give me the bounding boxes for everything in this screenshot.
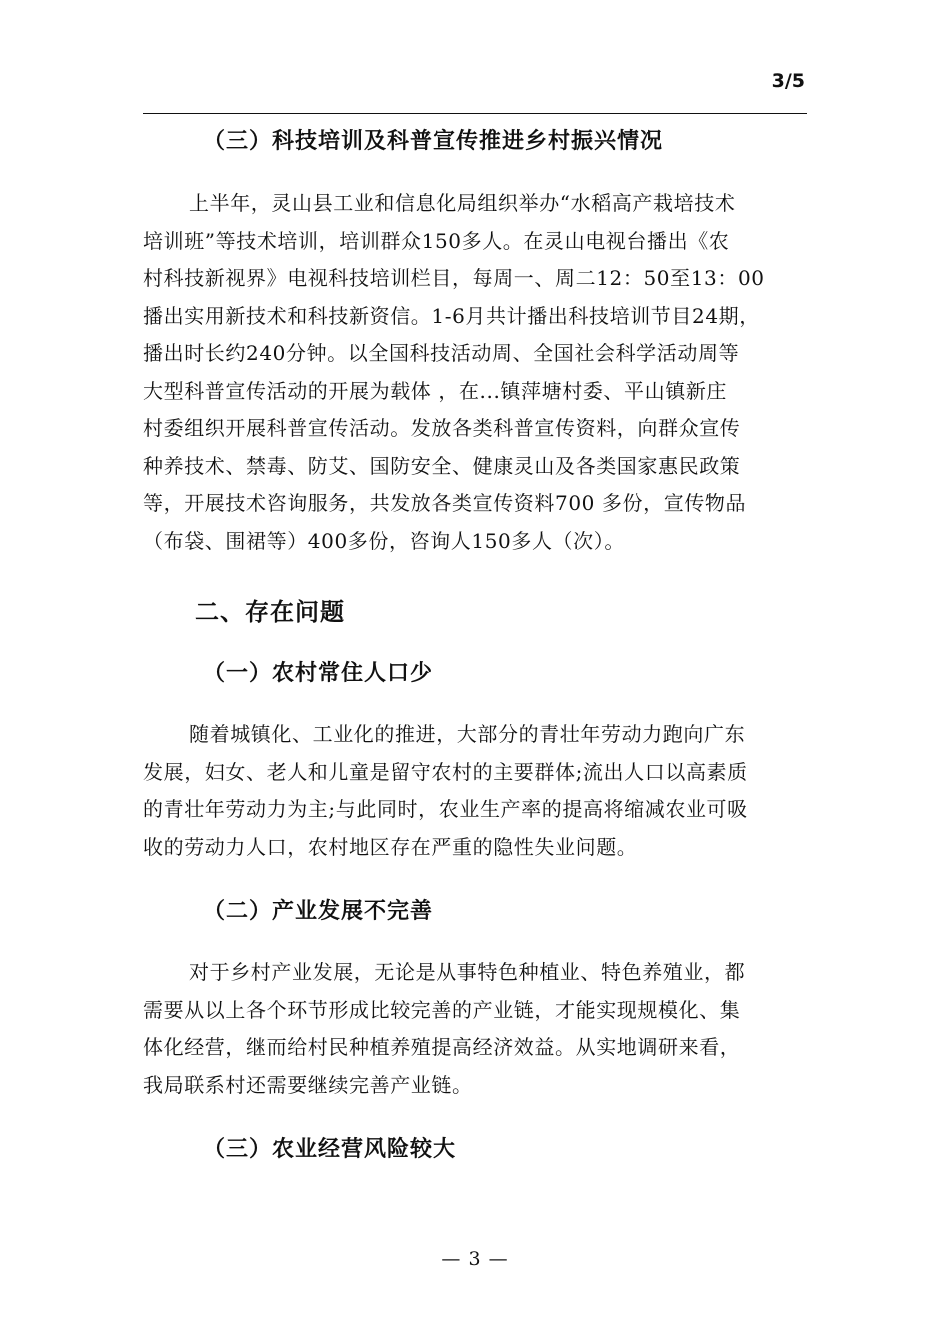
paragraph-line: 需要从以上各个环节形成比较完善的产业链，才能实现规模化、集	[143, 997, 741, 1022]
paragraph-line: 培训班”等技术培训，培训群众150多人。在灵山电视台播出《农	[143, 228, 730, 253]
paragraph-line: 收的劳动力人口，农村地区存在严重的隐性失业问题。	[143, 834, 638, 859]
paragraph-line: 上半年，灵山县工业和信息化局组织举办“水稻高产栽培技术	[189, 191, 736, 215]
paragraph-line: （布袋、围裙等）400多份，咨询人150多人（次）。	[143, 528, 625, 553]
section-heading-industry: （二）产业发展不完善	[203, 899, 434, 924]
chapter-heading-problems: 二、存在问题	[195, 598, 345, 626]
paragraph-line: 村科技新视界》电视科技培训栏目，每周一、周二12：50至13：00	[143, 266, 765, 290]
paragraph-industry	[143, 954, 807, 1104]
paragraph-tech-training	[143, 185, 807, 560]
paragraph-population	[143, 716, 807, 866]
paragraph-line: 播出时长约240分钟。以全国科技活动周、全国社会科学活动周等	[143, 341, 740, 365]
paragraph-line: 随着城镇化、工业化的推进，大部分的青壮年劳动力跑向广东	[189, 722, 746, 746]
paragraph-line: 的青壮年劳动力为主;与此同时，农业生产率的提高将缩减农业可吸	[143, 797, 748, 821]
paragraph-line: 种养技术、禁毒、防艾、国防安全、健康灵山及各类国家惠民政策	[143, 453, 741, 478]
paragraph-line: 对于乡村产业发展，无论是从事特色种植业、特色养殖业，都	[189, 960, 746, 984]
section-heading-population: （一）农村常住人口少	[203, 661, 434, 686]
page-number: 3/5	[771, 70, 805, 92]
paragraph-line: 村委组织开展科普宣传活动。发放各类科普宣传资料，向群众宣传	[143, 416, 741, 440]
paragraph-line: 大型科普宣传活动的开展为载体 ，在...镇萍塘村委、平山镇新庄	[143, 378, 728, 403]
paragraph-line: 发展，妇女、老人和儿童是留守农村的主要群体;流出人口以高素质	[143, 759, 748, 784]
header-rule	[143, 113, 807, 114]
paragraph-line: 等，开展技术咨询服务，共发放各类宣传资料700 多份，宣传物品	[143, 491, 747, 515]
paragraph-line: 播出实用新技术和科技新资信。1-6月共计播出科技培训节目24期，	[143, 303, 760, 328]
paragraph-line: 体化经营，继而给村民种植养殖提高经济效益。从实地调研来看，	[143, 1035, 741, 1059]
section-heading-risk: （三）农业经营风险较大	[203, 1137, 457, 1162]
footer-page-marker: — 3 —	[441, 1248, 509, 1270]
section-heading-tech-training: （三）科技培训及科普宣传推进乡村振兴情况	[203, 129, 664, 154]
paragraph-line: 我局联系村还需要继续完善产业链。	[143, 1072, 473, 1097]
